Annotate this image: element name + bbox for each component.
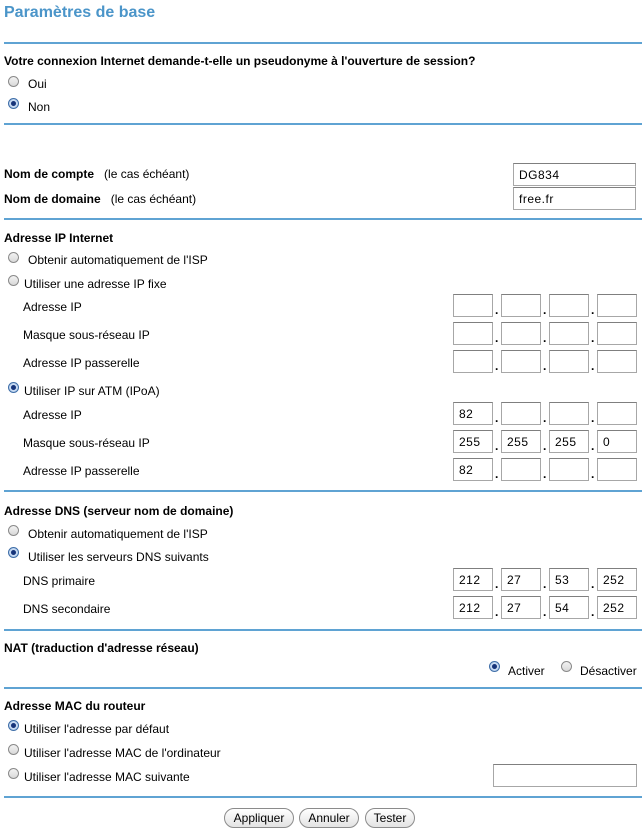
- login-no-label: Non: [28, 100, 51, 114]
- account-name-label-row: [4, 167, 189, 181]
- ipoa-gateway-octet-3[interactable]: [549, 458, 589, 481]
- dns-manual-radio[interactable]: [8, 547, 19, 558]
- octet-separator: .: [591, 467, 595, 481]
- dns-manual-label: Utiliser les serveurs DNS suivants: [28, 550, 209, 564]
- dns-secondary-octet-4[interactable]: [597, 596, 637, 619]
- octet-separator: .: [543, 605, 547, 619]
- ipoa-mask-octet-2[interactable]: [501, 430, 541, 453]
- octet-separator: .: [495, 577, 499, 591]
- dns-auto-label: Obtenir automatiquement de l'ISP: [28, 527, 208, 541]
- test-button[interactable]: Tester: [365, 808, 415, 828]
- fixed-mask-octet-1[interactable]: [453, 322, 493, 345]
- octet-separator: .: [591, 359, 595, 373]
- account-name-label: Nom de compte: [4, 167, 95, 181]
- ipoa-mask-octet-3[interactable]: [549, 430, 589, 453]
- divider: [4, 490, 642, 492]
- octet-separator: .: [591, 605, 595, 619]
- fixed-mask-octet-3[interactable]: [549, 322, 589, 345]
- divider: [4, 42, 642, 44]
- dns-secondary-octet-1[interactable]: [453, 596, 493, 619]
- nat-disable-radio[interactable]: [561, 661, 572, 672]
- ipoa-ip-octet-4[interactable]: [597, 402, 637, 425]
- ipoa-gateway-label: Adresse IP passerelle: [23, 464, 140, 478]
- login-no-radio[interactable]: [8, 98, 19, 109]
- octet-separator: .: [591, 331, 595, 345]
- ipoa-ip-octet-1[interactable]: [453, 402, 493, 425]
- octet-separator: .: [543, 467, 547, 481]
- octet-separator: .: [591, 577, 595, 591]
- dns-secondary-octet-3[interactable]: [549, 596, 589, 619]
- mac-default-label: Utiliser l'adresse par défaut: [24, 722, 170, 736]
- internet-ip-heading: Adresse IP Internet: [4, 231, 114, 245]
- page-title: Paramètres de base: [4, 4, 156, 21]
- account-name-hint: (le cas échéant): [104, 167, 190, 181]
- mac-custom-label: Utiliser l'adresse MAC suivante: [24, 770, 190, 784]
- ipoa-radio[interactable]: [8, 382, 19, 393]
- mac-default-radio[interactable]: [8, 720, 19, 731]
- octet-separator: .: [591, 411, 595, 425]
- ipoa-ip-label: Adresse IP: [23, 408, 82, 422]
- dns-heading: Adresse DNS (serveur nom de domaine): [4, 504, 234, 518]
- fixed-gateway-octet-2[interactable]: [501, 350, 541, 373]
- divider: [4, 629, 642, 631]
- ipoa-mask-octet-1[interactable]: [453, 430, 493, 453]
- ipoa-ip-octet-3[interactable]: [549, 402, 589, 425]
- octet-separator: .: [543, 439, 547, 453]
- octet-separator: .: [495, 359, 499, 373]
- divider: [4, 218, 642, 220]
- fixed-gateway-label: Adresse IP passerelle: [23, 356, 140, 370]
- ipoa-gateway-octet-1[interactable]: [453, 458, 493, 481]
- mac-heading: Adresse MAC du routeur: [4, 699, 146, 713]
- divider: [4, 123, 642, 125]
- fixed-gateway-octet-1[interactable]: [453, 350, 493, 373]
- octet-separator: .: [495, 303, 499, 317]
- mac-custom-input[interactable]: [493, 764, 637, 787]
- fixed-ip-octet-4[interactable]: [597, 294, 637, 317]
- dns-secondary-octet-2[interactable]: [501, 596, 541, 619]
- mac-computer-radio[interactable]: [8, 744, 19, 755]
- octet-separator: .: [495, 439, 499, 453]
- account-name-input[interactable]: [513, 163, 636, 186]
- octet-separator: .: [495, 331, 499, 345]
- ip-auto-label: Obtenir automatiquement de l'ISP: [28, 253, 208, 267]
- octet-separator: .: [591, 439, 595, 453]
- nat-disable-label: Désactiver: [580, 664, 637, 678]
- domain-name-hint: (le cas échéant): [110, 192, 197, 206]
- nat-enable-label: Activer: [508, 664, 545, 678]
- ipoa-ip-octet-2[interactable]: [501, 402, 541, 425]
- fixed-ip-octet-3[interactable]: [549, 294, 589, 317]
- octet-separator: .: [543, 359, 547, 373]
- octet-separator: .: [495, 467, 499, 481]
- domain-name-label: Nom de domaine: [4, 192, 101, 206]
- ipoa-label: Utiliser IP sur ATM (IPoA): [24, 384, 160, 398]
- dns-primary-octet-2[interactable]: [501, 568, 541, 591]
- fixed-gateway-octet-4[interactable]: [597, 350, 637, 373]
- ipoa-mask-octet-4[interactable]: [597, 430, 637, 453]
- dns-primary-octet-4[interactable]: [597, 568, 637, 591]
- ip-fixed-label: Utiliser une adresse IP fixe: [24, 277, 167, 291]
- domain-name-label-row: [4, 192, 196, 206]
- fixed-ip-octet-2[interactable]: [501, 294, 541, 317]
- apply-button[interactable]: Appliquer: [224, 808, 294, 828]
- octet-separator: .: [543, 577, 547, 591]
- dns-primary-octet-1[interactable]: [453, 568, 493, 591]
- dns-primary-label: DNS primaire: [23, 574, 96, 588]
- fixed-gateway-octet-3[interactable]: [549, 350, 589, 373]
- ip-fixed-radio[interactable]: [8, 275, 19, 286]
- ipoa-gateway-octet-2[interactable]: [501, 458, 541, 481]
- login-yes-label: Oui: [28, 77, 47, 91]
- octet-separator: .: [495, 411, 499, 425]
- login-yes-radio[interactable]: [8, 76, 19, 87]
- fixed-mask-octet-4[interactable]: [597, 322, 637, 345]
- fixed-mask-octet-2[interactable]: [501, 322, 541, 345]
- mac-computer-label: Utiliser l'adresse MAC de l'ordinateur: [24, 746, 221, 760]
- login-question: Votre connexion Internet demande-t-elle un pseudonyme à l'ouverture de session?: [4, 54, 476, 68]
- domain-name-input[interactable]: [513, 187, 636, 210]
- octet-separator: .: [591, 303, 595, 317]
- ip-auto-radio[interactable]: [8, 252, 19, 263]
- nat-enable-radio[interactable]: [489, 661, 500, 672]
- fixed-ip-label: Adresse IP: [23, 300, 82, 314]
- mac-custom-radio[interactable]: [8, 768, 19, 779]
- fixed-mask-label: Masque sous-réseau IP: [23, 328, 150, 342]
- cancel-button[interactable]: Annuler: [299, 808, 359, 828]
- dns-auto-radio[interactable]: [8, 525, 19, 536]
- ipoa-mask-label: Masque sous-réseau IP: [23, 436, 150, 450]
- ipoa-gateway-octet-4[interactable]: [597, 458, 637, 481]
- octet-separator: .: [495, 605, 499, 619]
- octet-separator: .: [543, 411, 547, 425]
- divider: [4, 687, 642, 689]
- dns-secondary-label: DNS secondaire: [23, 602, 111, 616]
- octet-separator: .: [543, 303, 547, 317]
- octet-separator: .: [543, 331, 547, 345]
- fixed-ip-octet-1[interactable]: [453, 294, 493, 317]
- nat-heading: NAT (traduction d'adresse réseau): [4, 641, 199, 655]
- divider: [4, 796, 642, 798]
- dns-primary-octet-3[interactable]: [549, 568, 589, 591]
